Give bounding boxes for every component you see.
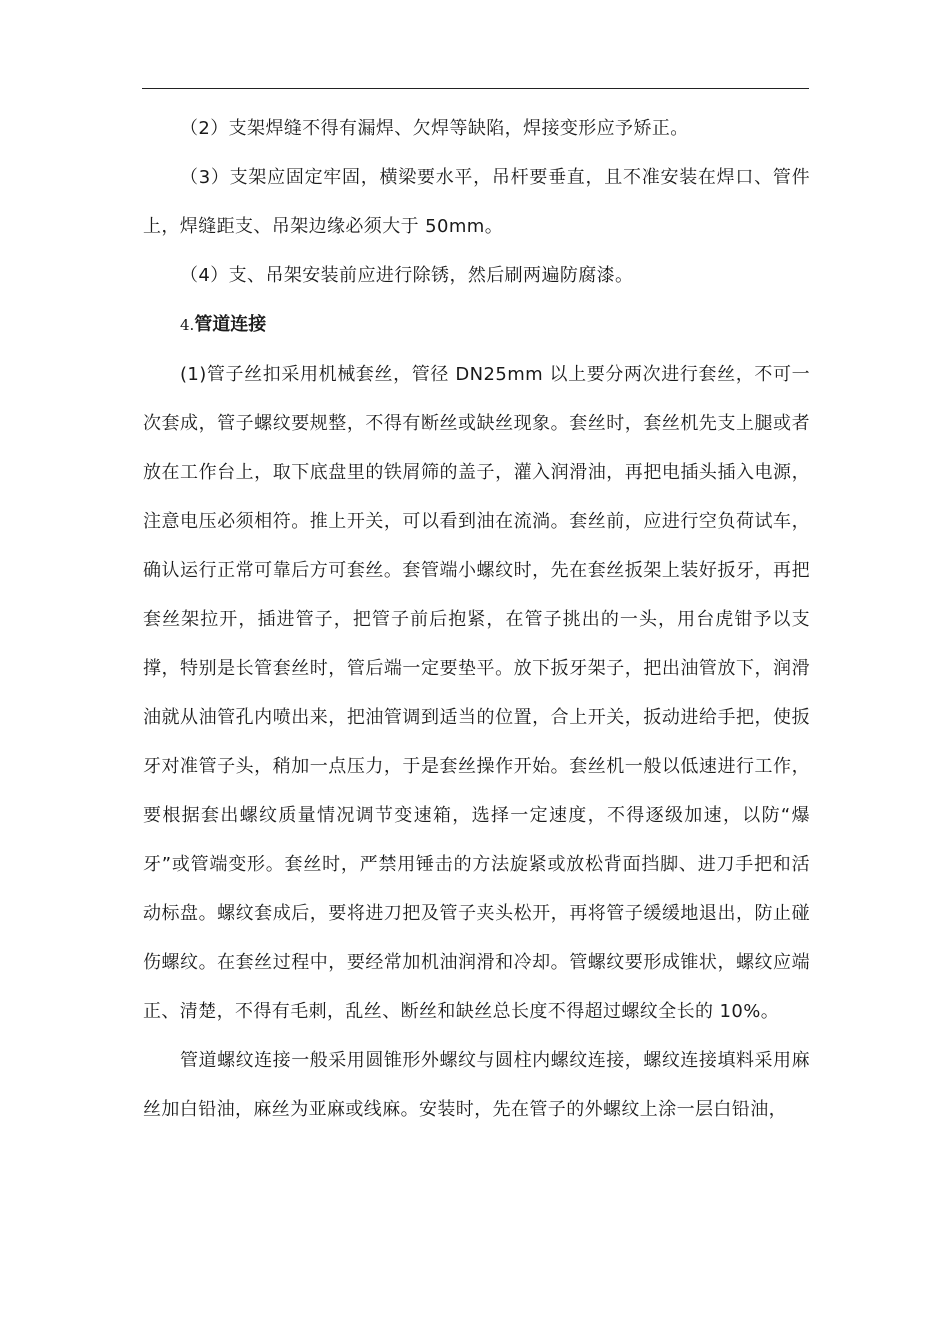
section-number: 4. <box>180 316 195 334</box>
paragraph-support-welds: （2）支架焊缝不得有漏焊、欠焊等缺陷，焊接变形应予矫正。 <box>180 118 689 139</box>
paragraph-support-fixing: （3）支架应固定牢固，横梁要水平，吊杆要垂直，且不准安装在焊口、管件上，焊缝距支、吊架边缘必须大于 50mm。 <box>143 167 810 237</box>
paragraph-thread-connection: 管道螺纹连接一般采用圆锥形外螺纹与圆柱内螺纹连接，螺纹连接填料采用麻丝加白铅油，麻丝为亚麻或线麻。安装时，先在管子的外螺纹上涂一层白铅油， <box>143 1050 810 1120</box>
section-title: 管道连接 <box>194 314 267 335</box>
section-heading <box>143 300 810 350</box>
paragraph-threading: (1)管子丝扣采用机械套丝，管径 DN25mm 以上要分两次进行套丝，不可一次套成，管子螺纹要规整，不得有断丝或缺丝现象。套丝时，套丝机先支上腿或者放在工作台上，取下底盘里的铁屑筛的盖子，灌入润滑油，再把电插头插入电源，注意电压必须相符。推上开关，可以看到油在流淌。套丝前，应进行空负荷试车，确认运行正常可靠后方可套丝。套管端小螺纹时，先在套丝扳架上装好扳牙，再把套丝架拉开，插进管子，把管子前后抱紧，在管子挑出的一头，用台虎钳予以支撑，特别是长管套丝时，管后端一定要垫平。放下扳牙架子，把出油管放下，润滑油就从油管孔内喷出来，把油管调到适当的位置，合上开关，扳动进给手把，使扳牙对准管子头，稍加一点压力，于是套丝操作开始。套丝机一般以低速进行工作，要根据套出螺纹质量情况调节变速箱，选择一定速度，不得逐级加速，以防“爆牙”或管端变形。套丝时，严禁用锤击的方法旋紧或放松背面挡脚、进刀手把和活动标盘。螺纹套成后，要将进刀把及管子夹头松开，再将管子缓缓地退出，防止碰伤螺纹。在套丝过程中，要经常加机油润滑和冷却。管螺纹要形成锥状，螺纹应端正、清楚，不得有毛刺，乱丝、断丝和缺丝总长度不得超过螺纹全长的 10%。 <box>143 364 810 1022</box>
header-rule <box>142 88 809 89</box>
paragraph-support-painting: （4）支、吊架安装前应进行除锈，然后刷两遍防腐漆。 <box>180 265 634 286</box>
document-body <box>143 104 810 1134</box>
